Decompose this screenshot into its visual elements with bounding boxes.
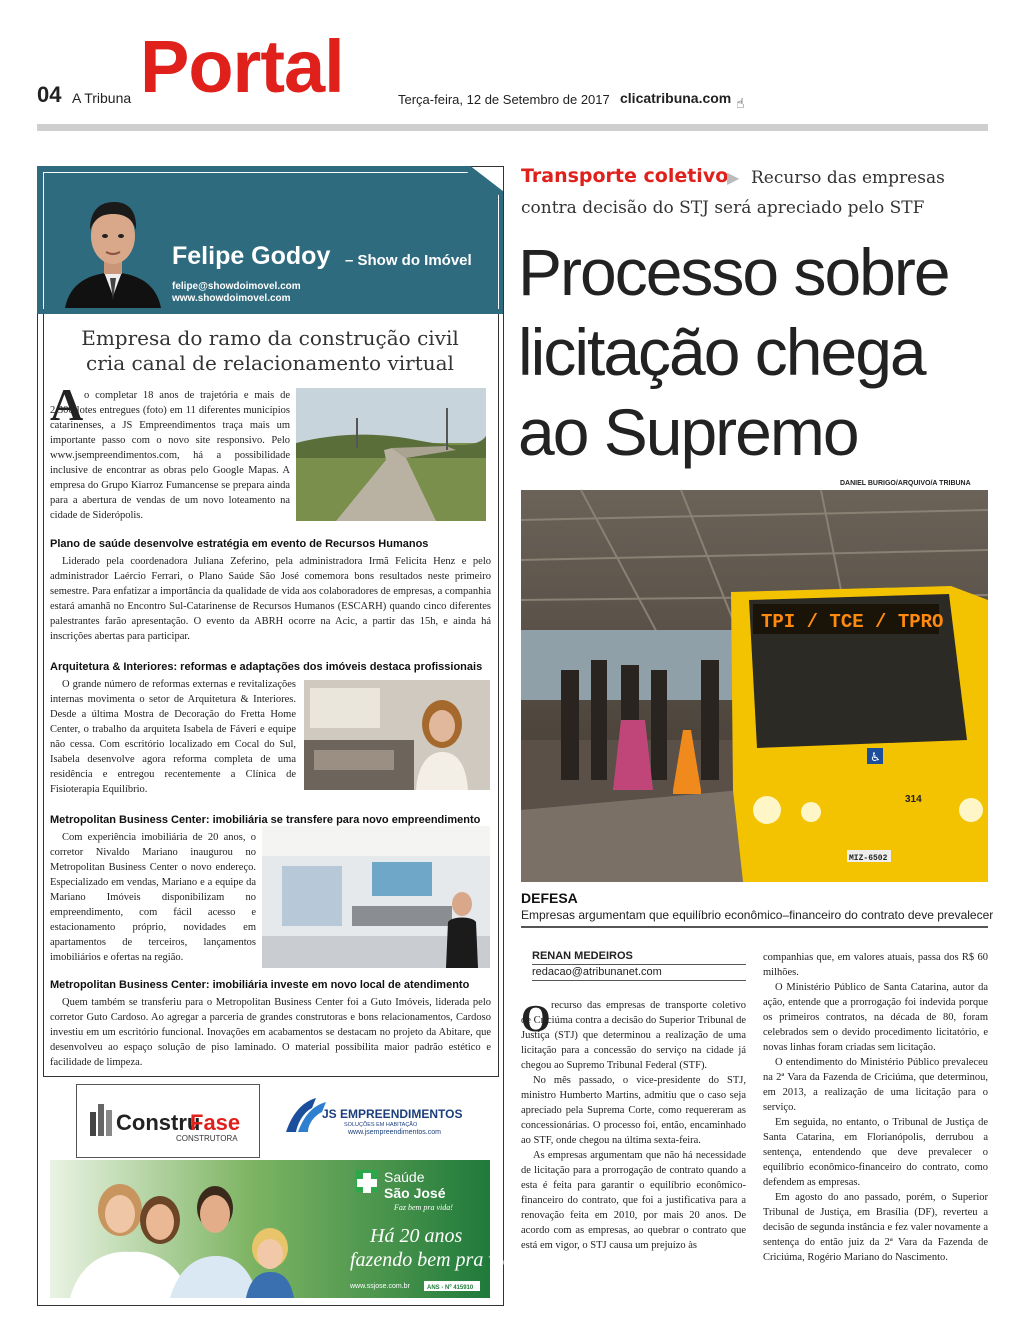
article-subhead: contra decisão do STJ será apreciado pelo STF xyxy=(521,198,925,218)
column-paragraph: Com experiência imobiliária de 20 anos, o corretor Nivaldo Mariano inaugurou no Metropolitan Business Center o novo endereço. Especializado em vendas, Mariano e a equipe da Mariano Imóveis disponibilizam no empreendimento, com fácil acesso e estacionamento próprio, novidades em apartamentos de terceiros, lançamentos imobiliários e ofertas na região. xyxy=(50,832,256,963)
author-name: Felipe Godoy xyxy=(172,242,331,270)
bus-number: 314 xyxy=(905,794,922,805)
column-paragraph: o completar 18 anos de trajetória e mais de 2.300 lotes entregues (foto) em 11 diferentes municípios catarinenses, a JS Empreendimentos traça mais um importante passo com o novo site responsivo. Pelo www.jsempreendimentos.com, há a possibilidade inclusive de encontrar as obras pelo Google Mapas. A empresa do Grupo Kiarroz Fumancense se prepara ainda para a abertura de vendas de um novo loteamento na cidade de Siderópolis. xyxy=(50,390,290,521)
article-kicker: Transporte coletivo xyxy=(521,165,729,187)
header-rule xyxy=(37,124,988,131)
ad-slogan-line1: Há 20 anos xyxy=(370,1225,463,1247)
logo-text: JS EMPREENDIMENTOS xyxy=(322,1107,463,1121)
article-paragraph: Em seguida, no entanto, o Tribunal de Justiça de Santa Catarina, em Florianópolis, derrubou a sentença, entendendo que deve prevalecer o equilíbrio econômico-financeiro do contrato, como defendem as empresas. xyxy=(763,1117,988,1188)
wheelchair-icon: ♿ xyxy=(870,750,881,764)
article-author: RENAN MEDEIROS xyxy=(532,950,633,962)
author-photo xyxy=(60,186,166,308)
drop-cap: A xyxy=(50,379,84,430)
ad-slogan-line2: fazendo bem pra vida! xyxy=(350,1249,530,1271)
column-subhead: Arquitetura & Interiores: reformas e adaptações dos imóveis destaca profissionais xyxy=(50,661,483,673)
ad-tagline: Faz bem pra vida! xyxy=(394,1203,453,1212)
newspaper-brand: A Tribuna xyxy=(72,90,132,106)
drop-cap: O xyxy=(521,998,551,1040)
logo-subtext: CONSTRUTORA xyxy=(176,1134,238,1143)
bus-terminal-photo xyxy=(521,490,988,882)
caption-text: Empresas argumentam que equilíbrio econômico–financeiro do contrato deve prevalecer xyxy=(521,908,994,922)
article-headline: Processo sobre licitação chega ao Supremo xyxy=(518,235,949,469)
column-subhead: Metropolitan Business Center: imobiliária se transfere para novo empreendimento xyxy=(50,814,481,826)
issue-date: Terça-feira, 12 de Setembro de 2017 xyxy=(398,92,610,107)
ad-brand-line2: São José xyxy=(384,1185,446,1201)
author-email[interactable]: felipe@showdoimovel.com xyxy=(172,281,301,292)
article-paragraph: O Ministério Público de Santa Catarina, autor da ação, entende que a prorrogação foi indevida porque os primeiros contratos, na década de 80, foram celebrados sem o devido procedimento licitatório, e novas linhas foram criadas sem licitação. xyxy=(763,982,988,1053)
article-column-2 xyxy=(763,950,988,1265)
road-lots-photo xyxy=(296,388,486,521)
logo-text: Fase xyxy=(190,1110,241,1135)
byline-rule xyxy=(532,964,746,965)
bus-destination-sign: TPI / TCE / TPRO xyxy=(761,611,944,633)
caption-rule xyxy=(521,926,988,928)
column-subhead: Plano de saúde desenvolve estratégia em evento de Recursos Humanos xyxy=(50,538,429,550)
article-subhead: Recurso das empresas xyxy=(751,168,945,188)
column-paragraph: Quem também se transferiu para o Metropolitan Business Center foi a Guto Imóveis, liderada pelo corretor Guto Cardoso. Ao agregar a parceria de grandes construtoras e bons relacionamentos, Cardoso investiu em um escritório funcional. Inovações em acabamentos se destacam no projeto da Abitare, que desenvolveu ao espaço solução de piso laminado. O material possibilita maior padrão estético e facilidade de limpeza. xyxy=(50,997,491,1068)
ad-ans-number: ANS - Nº 415910 xyxy=(427,1285,474,1291)
column-paragraph: O grande número de reformas externas e revitalizações internas movimenta o setor de Arquitetura & Interiores. Desde a última Mostra de Decoração do Fretta Home Center, o trabalho da arquiteta Isabela de Fáveri e equipe não cessa. Com escritório localizado em Cocal do Sul, Isabela desenvolve agora reforma completa de uma residência e entregou recentemente a Clínica de Fisioterapia Equilíbrio. xyxy=(50,679,296,795)
logo-text: Constru xyxy=(116,1110,201,1135)
byline-rule xyxy=(532,980,746,981)
triangle-right-icon: ▶ xyxy=(727,168,740,187)
article-paragraph: O entendimento do Ministério Público prevaleceu na 2ª Vara da Fazenda de Criciúma, que determinou, em 2013, a realização de uma licitação para o serviço. xyxy=(763,1057,988,1113)
ad-brand-line1: Saúde xyxy=(384,1169,425,1185)
caption-title: DEFESA xyxy=(521,890,578,906)
page-number: 04 xyxy=(37,82,62,107)
column-headline: Empresa do ramo da construção civil cria canal de relacionamento virtual xyxy=(81,326,459,375)
logo-url: www.jsempreendimentos.com xyxy=(348,1129,441,1136)
article-paragraph: Em agosto do ano passado, porém, o Superior Tribunal de Justiça, em Brasília (DF), reverteu a decisão de segunda instância e fez valer novamente a sentença do então juiz da 2ª Vara da Fazenda de Criciúma, Rogério Mariano do Nascimento. xyxy=(763,1192,988,1263)
article-paragraph: As empresas argumentam que não há necessidade de licitação para a prorrogação de contrato quando a esta é feita para garantir o equilíbrio econômico-financeiro do contrato, que foi a justificativa para a renovação feita em 2010, por mais 20 anos. De acordo com as empresas, ao quebrar o contrato que está em vigor, o STJ causa um prejuízo às xyxy=(521,1150,746,1251)
article-paragraph: recurso das empresas de transporte coletivo de Criciúma contra a decisão do Superior Tribunal de Justiça (STJ) que determinou a realização de uma licitação para a concessão do serviço na cidade já chegou ao Supremo Tribunal Federal (STF). xyxy=(521,1000,746,1071)
ad-url: www.ssjose.com.br xyxy=(350,1283,410,1290)
photo-credit: DANIEL BURIGO/ARQUIVO/A TRIBUNA xyxy=(840,480,971,487)
section-title: Portal xyxy=(140,25,344,108)
logo-subtext: SOLUÇÕES EM HABITAÇÃO xyxy=(344,1122,418,1128)
office-photo xyxy=(262,826,490,968)
bus-plate: MIZ-6502 xyxy=(849,854,888,863)
js-empreendimentos-logo[interactable] xyxy=(282,1094,462,1138)
article-paragraph: companhias que, em valores atuais, passa dos R$ 60 milhões. xyxy=(763,952,988,978)
column-paragraph: Liderado pela coordenadora Juliana Zeferino, pela administradora Irmã Felicita Henz e pelo administrador Laércio Ferrari, o Plano Saúde São José comemora bons resultados neste primeiro semestre. Para enfatizar a importância da qualidade de vida aos colaboradores de empresas, a companhia estará amanhã no Encontro Sul-Catarinense de Recursos Humanos (ESCARH) quando cinco diferentes palestrantes farão apresentação. O evento da ABRH ocorre na Acic, a partir das 15h, e ainda há inscrições abertas para participar. xyxy=(50,556,491,642)
health-plan-ad[interactable] xyxy=(50,1160,530,1298)
hand-cursor-icon: ☝ xyxy=(736,96,745,112)
architect-photo xyxy=(304,680,490,790)
column-name: – Show do Imóvel xyxy=(345,252,472,269)
author-website[interactable]: www.showdoimovel.com xyxy=(172,293,291,304)
column-subhead: Metropolitan Business Center: imobiliária investe em novo local de atendimento xyxy=(50,979,470,991)
article-column-1 xyxy=(521,998,746,1253)
site-link[interactable]: clicatribuna.com xyxy=(620,90,732,106)
article-paragraph: No mês passado, o vice-presidente do STJ, ministro Humberto Martins, admitiu que o caso seja apreciado pela Suprema Corte, como requereram as concessionárias. O processo foi, então, encaminhado ao STF, onde chegou na última sexta-feira. xyxy=(521,1075,746,1146)
article-email[interactable]: redacao@atribunanet.com xyxy=(532,966,662,978)
construfase-logo[interactable] xyxy=(88,1098,248,1142)
